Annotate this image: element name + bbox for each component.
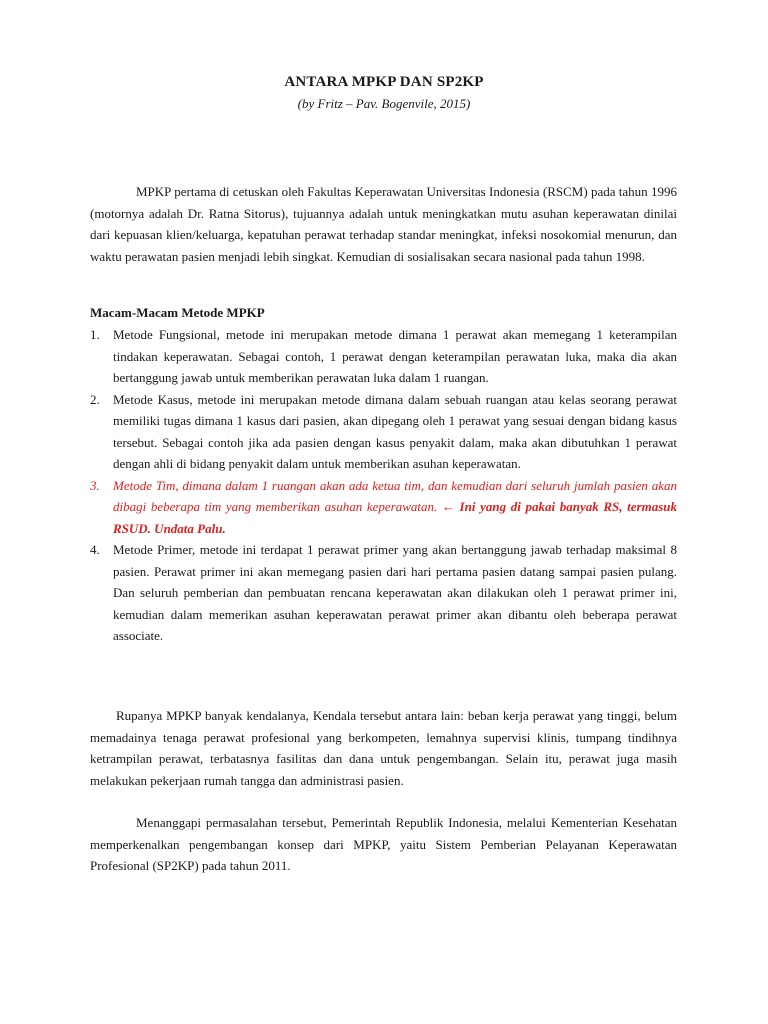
list-item-highlighted: [90, 475, 677, 540]
methods-list: [90, 324, 677, 647]
list-item-number: 4.: [90, 542, 100, 557]
list-item-number: 3.: [90, 477, 100, 493]
intro-paragraph: MPKP pertama di cetuskan oleh Fakultas Keperawatan Universitas Indonesia (RSCM) pada tahun 1996 (motornya adalah Dr. Ratna Sitorus), tujuannya adalah untuk meningkatkan mutu asuhan keperawatan dinilai dari kepuasan klien/keluarga, kepatuhan perawat terhadap standar meningkat, infeksi nosokomial menurun, dan waktu perawatan pasien menjadi lebih singkat. Kemudian di sosialisakan secara nasional pada tahun 1998.: [90, 184, 677, 264]
document-subtitle: (by Fritz – Pav. Bogenvile, 2015): [297, 96, 471, 111]
methods-heading: Macam-Macam Metode MPKP: [90, 305, 265, 320]
list-item-text: Metode Fungsional, metode ini merupakan metode dimana 1 perawat akan memegang 1 keterampilan tindakan keperawatan. Sebagai contoh, 1 perawat dengan keterampilan perawatan luka, maka dia akan bertanggung jawab untuk memberikan perawatan luka dalam 1 ruangan.: [113, 327, 677, 385]
sp2kp-paragraph: Menanggapi permasalahan tersebut, Pemerintah Republik Indonesia, melalui Kementerian Kesehatan memperkenalkan pengembangan konsep dari MPKP, yaitu Sistem Pemberian Pelayanan Keperawatan Profesional (SP2KP) pada tahun 2011.: [90, 815, 677, 873]
constraints-paragraph: Rupanya MPKP banyak kendalanya, Kendala tersebut antara lain: beban kerja perawat yang tinggi, belum memadainya tenaga perawat profesional yang berkompeten, lemahnya supervisi klinis, tumpang tindihnya ketrampilan perawat, terbatasnya fasilitas dan dana untuk pengembangan. Selain itu, perawat juga masih melakukan pekerjaan rumah tangga dan administrasi pasien.: [90, 708, 677, 788]
list-item-number: 1.: [90, 327, 100, 342]
left-arrow-icon: ←: [441, 499, 455, 514]
list-item-text: Metode Primer, metode ini terdapat 1 perawat primer yang akan bertanggung jawab terhadap maksimal 8 pasien. Perawat primer ini akan memegang pasien dari hari pertama pasien datang sampai pasien pulang. Dan seluruh pemberian dan pembuatan rencana keperawatan akan dilakukan oleh 1 perawat primer ini, kemudian dalam memerikan asuhan keperawatan perawat primer akan dibantu oleh beberapa perawat associate.: [113, 542, 677, 643]
list-item-note: Ini yang di pakai banyak RS, termasuk RSUD. Undata Palu.: [113, 499, 677, 536]
list-item: [90, 324, 677, 389]
list-item-text: Metode Kasus, metode ini merupakan metode dimana dalam sebuah ruangan atau kelas seorang perawat memiliki tugas dimana 1 kasus dari pasien, akan dipegang oleh 1 perawat yang sesuai dengan bidang kasus tersebut. Sebagai contoh jika ada pasien dengan kasus penyakit dalam, maka akan dibutuhkan 1 perawat dengan ahli di bidang penyakit dalam untuk memberikan asuhan keperawatan.: [113, 391, 677, 471]
list-item: [90, 539, 677, 647]
list-item-number: 2.: [90, 391, 100, 407]
list-item: [90, 389, 677, 475]
document-title: ANTARA MPKP DAN SP2KP: [284, 74, 484, 90]
list-item-text: Metode Tim, dimana dalam 1 ruangan akan ada ketua tim, dan kemudian dari seluruh jumlah pasien akan dibagi beberapa tim yang memberikan asuhan keperawatan.: [113, 477, 677, 514]
